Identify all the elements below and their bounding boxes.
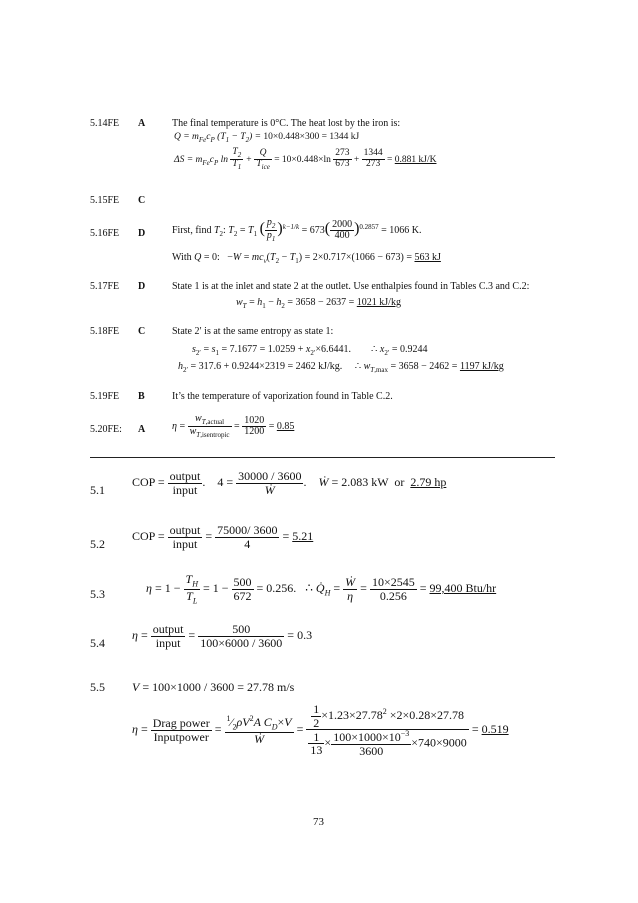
problem-number: 5.1	[90, 483, 105, 497]
fe-equation: $\Delta S = m_{Fe}c_P$ ln $\frac{T_2}{T_1}$ + $\frac{Q}{T_{ice}}$ = 10×0.448×ln $\frac{273}{673}$ + $\frac{1344}{273}$ = 0.881 kJ/K	[174, 147, 437, 172]
fe-answer: C	[138, 195, 146, 206]
fe-text: The final temperature is 0°C. The heat lost by the iron is:	[172, 118, 401, 129]
fe-equation: $h_{2'} = 317.6 + 0.9244\times 2319 = 2462$ kJ/kg. ∴ $w_{T,max} = 3658 - 2462 = 1197$ kJ/kg	[178, 361, 504, 374]
fe-answer: D	[138, 228, 146, 239]
problem-equation: η = $\frac{\text{output}}{\text{input}}$ = $\frac{500}{100\times 6000 / 3600}$ = 0.3	[132, 622, 313, 650]
fe-answer: B	[138, 391, 145, 402]
fe-equation: $s_{2'} = s_1 = 7.1677 = 1.0259 + x_{2'}\times 6.6441$. ∴ $x_{2'} = 0.9244$	[192, 344, 428, 357]
fe-number: 5.19FE	[90, 391, 120, 402]
problem-equation: η = 1 − $\frac{T_H}{T_L}$ = 1 − $\frac{500}{672}$ = 0.256. ∴ $Q̇_H$ = $\frac{\text{Ẇ}}{\eta}$ = $\frac{10\times 2545}{0.256}$ = 99,400 Btu/hr	[146, 572, 497, 606]
fe-answer: C	[138, 326, 146, 337]
problem-equation: COP = $\frac{\text{output}}{\text{input}}$ = $\frac{75000/ 3600}{4}$ = 5.21	[132, 523, 314, 551]
page-number: 73	[313, 816, 324, 828]
problem-number: 5.2	[90, 537, 105, 551]
problem-number: 5.3	[90, 587, 105, 601]
fe-text: State 2′ is at the same entropy as state 1:	[172, 326, 334, 337]
problem-number: 5.5	[90, 680, 105, 694]
fe-number: 5.14FE	[90, 118, 120, 129]
fe-text: It’s the temperature of vaporization found in Table C.2.	[172, 391, 393, 402]
fe-number: 5.20FE:	[90, 424, 122, 435]
fe-equation: $Q = m_{Fe}c_P$ $(T_1 - T_2) = 10\times 0.448\times 300 = 1344$ kJ	[174, 132, 360, 144]
fe-text: First, find $T_2$: $T_2 = T_1$ ( $\frac{p_2}{p_1}$ )$^{k-1/k}$ = 673( $\frac{2000}{400}$ )$^{0.2857}$ = 1066 K.	[172, 217, 422, 244]
fe-number: 5.16FE	[90, 228, 120, 239]
problem-equation: V = 100×1000 / 3600 = 27.78 m/s	[132, 680, 295, 694]
problem-number: 5.4	[90, 636, 105, 650]
fe-answer: A	[138, 118, 146, 129]
fe-number: 5.15FE	[90, 195, 120, 206]
fe-equation: $w_T = h_1 - h_2 = 3658 - 2637 = 1021$ kJ/kg	[236, 297, 401, 310]
fe-number: 5.17FE	[90, 281, 120, 292]
fe-equation: η = $\frac{w_{T,actual}}{w_{T,isentropic}}$ = $\frac{1020}{1200}$ = 0.85	[172, 413, 295, 440]
fe-answer: A	[138, 424, 146, 435]
fe-number: 5.18FE	[90, 326, 120, 337]
fe-text: State 1 is at the inlet and state 2 at the outlet. Use enthalpies found in Tables C.3 and C.2:	[172, 281, 530, 292]
section-divider	[90, 457, 555, 458]
fe-equation: With Q = 0: $-W = mc_v(T_2 - T_1) = 2\times 0.717\times(1066 - 673) = 563$ kJ	[172, 252, 441, 265]
problem-equation: COP = $\frac{\text{output}}{\text{input}}$ . 4 = $\frac{30000 / 3600}{\text{Ẇ}}$ . Ẇ = 2.083 kW or 2.79 hp	[132, 469, 447, 497]
fe-answer: D	[138, 281, 146, 292]
problem-equation: η = $\frac{\text{Drag power}}{\text{Inputpower}}$ = $\frac{^1⁄_2\rho V^2A C_D\times V}{\text{Ẇ}}$ = $\frac{1}{2}$ $\times 1.23\times 27.78^2 \times 2\times 0.28\times 27.78$ $\frac{1}{13}$ × $\frac{100\times 1000\times 10^{-3}}{3600}$ ×740×9000 = 0.519	[132, 702, 509, 758]
